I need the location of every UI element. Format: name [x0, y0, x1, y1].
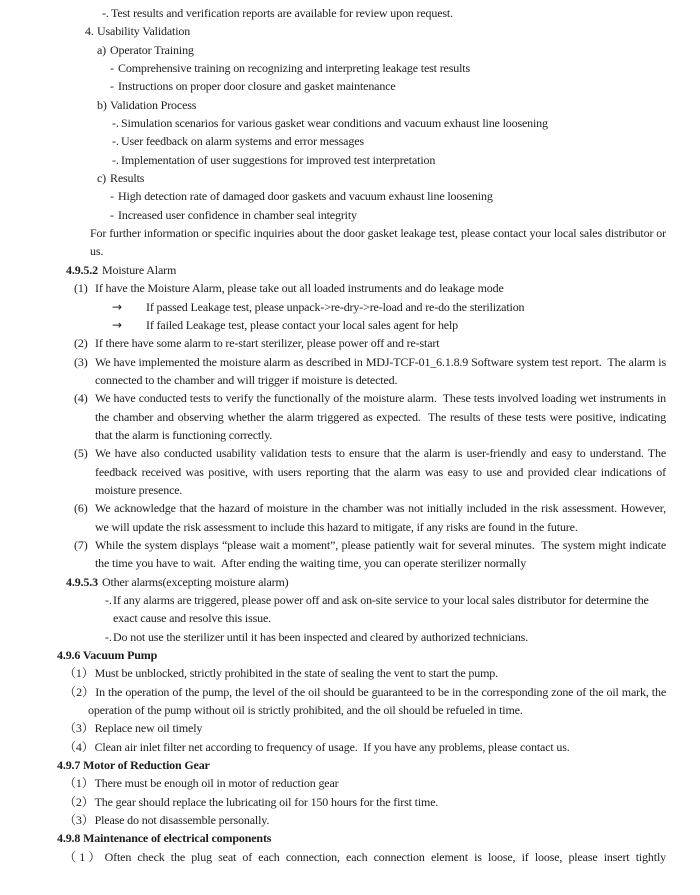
line-text: Instructions on proper door closure and gasket maintenance: [118, 79, 396, 94]
item-number: （2）: [64, 794, 94, 809]
lettered-list-item: [56, 41, 666, 59]
numbered-list-item: [56, 334, 666, 352]
line-text: Other alarms(excepting moisture alarm): [101, 574, 289, 589]
numbered-list-item: [56, 664, 666, 682]
line-text: Test results and verification reports are available for review upon request.: [111, 6, 453, 20]
numbered-list-item: [56, 279, 666, 297]
line-text: If passed Leakage test, please unpack->re-dry->re-load and re-do the sterilization: [146, 299, 525, 314]
letter-marker: c): [97, 171, 107, 186]
arrow-icon: →: [112, 317, 122, 332]
section-heading-text: 4.9.6 Vacuum Pump: [57, 648, 158, 663]
bullet-list-item: [56, 151, 666, 169]
bullet-marker: -.: [112, 116, 119, 131]
numbered-list-item: [56, 499, 669, 536]
line-text: Implementation of user suggestions for improved test interpretation: [121, 152, 436, 167]
section-heading: [56, 829, 666, 847]
line-text: Validation Process: [110, 97, 197, 112]
arrow-list-item: [56, 298, 666, 316]
line-text: We have conducted tests to verify the functionally of the moisture alarm. These tests involved loading wet instruments in the chamber and observing whether the alarm triggered as expected. The results of these tests were positive, indicating that the alarm is functioning correctly.: [95, 391, 669, 442]
bullet-marker: -.: [105, 593, 112, 607]
lettered-list-item: [56, 169, 666, 187]
line-text: Please do not disassemble personally.: [94, 813, 270, 828]
bullet-marker: -.: [112, 152, 119, 167]
paragraph: [56, 224, 669, 261]
line-text: If have the Moisture Alarm, please take out all loaded instruments and do leakage mode: [95, 281, 504, 296]
item-number: （1）: [64, 666, 94, 681]
line-text: Operator Training: [110, 42, 194, 57]
bullet-list-item: [56, 132, 666, 150]
line-text: Clean air inlet filter net according to frequency of usage. If you have any problems, please contact us.: [94, 739, 570, 754]
numbered-list-item: [56, 353, 669, 390]
section-heading: [56, 646, 666, 664]
line-text: Replace new oil timely: [94, 721, 203, 736]
line-text: If any alarms are triggered, please power off and ask on-site service to your local sales distributor for determine the exact cause and resolve this issue.: [113, 593, 652, 626]
numbered-list-item: [56, 389, 669, 444]
numbered-list-item: [56, 774, 666, 792]
item-number: （3）: [64, 721, 94, 736]
line-text: Moisture Alarm: [101, 262, 177, 277]
numbered-list-item: [56, 811, 666, 829]
item-number: （1）: [64, 849, 104, 864]
item-number: 4.: [85, 24, 94, 39]
bullet-list-item: [56, 77, 666, 95]
letter-marker: a): [97, 42, 107, 57]
bullet-list-item: [56, 4, 666, 22]
item-number: （4）: [64, 739, 94, 754]
section-heading-text: 4.9.7 Motor of Reduction Gear: [57, 758, 210, 773]
item-number: (7): [74, 537, 88, 552]
line-text: We acknowledge that the hazard of moisture in the chamber was not initially included in the risk assessment. However, we will update the risk assessment to include this hazard to mitigate, if any risks are found in the future.: [95, 501, 669, 534]
item-number: （3）: [64, 813, 94, 828]
numbered-list-item: [56, 444, 669, 499]
bullet-marker: -: [110, 79, 114, 94]
numbered-list-item: [56, 793, 666, 811]
section-heading-text: 4.9.8 Maintenance of electrical components: [57, 831, 272, 846]
bullet-list-item: [56, 114, 666, 132]
document-body: [56, 4, 669, 866]
line-text: There must be enough oil in motor of reduction gear: [94, 776, 339, 791]
bullet-marker: -: [110, 207, 114, 222]
bullet-list-item: [56, 206, 666, 224]
item-number: (6): [74, 501, 88, 516]
line-text: Increased user confidence in chamber seal integrity: [118, 207, 357, 222]
line-text: Results: [110, 171, 145, 186]
lettered-list-item: [56, 96, 666, 114]
item-number: （1）: [64, 776, 94, 791]
line-text: Must be unblocked, strictly prohibited in the state of sealing the vent to start the pump.: [94, 666, 498, 681]
line-text: The gear should replace the lubricating oil for 150 hours for the first time.: [94, 794, 439, 809]
numbered-list-item: [56, 719, 666, 737]
line-text: We have implemented the moisture alarm as described in MDJ-TCF-01_6.1.8.9 Software system test report. The alarm is connected to the chamber and will trigger if moisture is detected.: [95, 354, 669, 387]
line-text: Often check the plug seat of each connection, each connection element is loose, if loose, please insert tightly: [104, 849, 666, 864]
line-text: User feedback on alarm systems and error messages: [121, 134, 364, 149]
letter-marker: b): [97, 97, 107, 112]
arrow-icon: →: [112, 299, 122, 314]
line-text: In the operation of the pump, the level of the oil should be guaranteed to be in the corresponding zone of the oil mark, the operation of the pump without oil is strictly prohibited, and the oil should be refueled in time.: [88, 684, 669, 718]
bullet-marker: -.: [102, 6, 109, 20]
numbered-list-item: [56, 848, 666, 866]
numbered-list-item: [56, 738, 666, 756]
line-text: Simulation scenarios for various gasket wear conditions and vacuum exhaust line loosening: [121, 116, 548, 131]
bullet-marker: -: [110, 189, 114, 204]
numbered-list-item: [56, 22, 666, 40]
arrow-list-item: [56, 316, 666, 334]
section-heading: [56, 573, 666, 591]
line-text: Comprehensive training on recognizing and interpreting leakage test results: [118, 61, 470, 76]
line-text: While the system displays “please wait a moment”, please patiently wait for several minutes. The system might indicate the time you have to wait. After ending the waiting time, you can operate sterilizer normally: [95, 537, 669, 571]
item-number: (4): [74, 391, 88, 406]
bullet-list-item: [56, 59, 666, 77]
section-number: 4.9.5.3: [66, 574, 98, 589]
bullet-marker: -.: [112, 134, 119, 149]
line-text: Usability Validation: [97, 24, 191, 39]
bullet-list-item: [56, 591, 666, 628]
item-number: （2）: [64, 684, 95, 699]
section-number: 4.9.5.2: [66, 262, 98, 277]
item-number: (1): [74, 281, 88, 296]
line-text: If there have some alarm to re-start sterilizer, please power off and re-start: [95, 336, 440, 351]
line-text: We have also conducted usability validation tests to ensure that the alarm is user-friendly and easy to understand. The feedback received was positive, with users reporting that the alarm was easy to use and provided clear indications of moisture presence.: [95, 446, 669, 497]
numbered-list-item: [56, 683, 669, 720]
bullet-marker: -.: [105, 629, 112, 644]
line-text: High detection rate of damaged door gaskets and vacuum exhaust line loosening: [118, 189, 493, 204]
item-number: (3): [74, 354, 88, 369]
line-text: Do not use the sterilizer until it has been inspected and cleared by authorized technicians.: [113, 629, 529, 644]
item-number: (2): [74, 336, 88, 351]
bullet-list-item: [56, 628, 666, 646]
section-heading: [56, 261, 666, 279]
line-text: For further information or specific inquiries about the door gasket leakage test, please contact your local sales distributor or us.: [90, 226, 669, 259]
numbered-list-item: [56, 536, 669, 573]
section-heading: [56, 756, 666, 774]
bullet-marker: -: [110, 61, 114, 76]
item-number: (5): [74, 446, 88, 461]
bullet-list-item: [56, 187, 666, 205]
line-text: If failed Leakage test, please contact your local sales agent for help: [146, 317, 459, 332]
